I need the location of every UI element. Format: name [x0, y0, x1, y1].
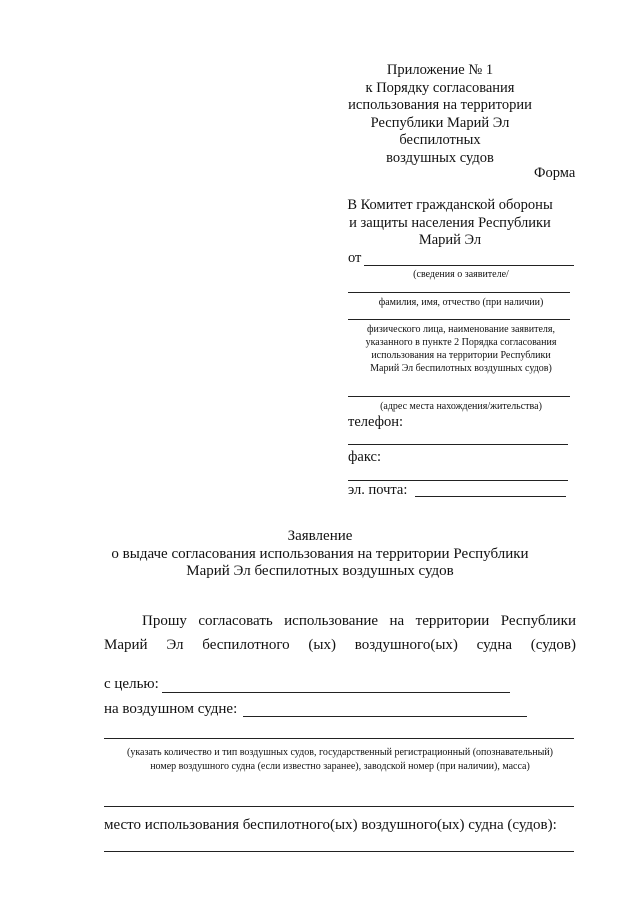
addressee-line-2: и защиты населения Республики — [349, 214, 551, 231]
aircraft-note-line-2: номер воздушного судна (если известно заранее), заводской номер (при наличии), масса) — [150, 761, 530, 772]
statement-subtitle-2: Марий Эл беспилотных воздушных судов — [186, 563, 454, 579]
applicant-entity-note — [348, 323, 574, 375]
request-text: Прошу согласовать использование на территории Республики Марий Эл беспилотного (ых) воздушного(ых) судна (судов) — [104, 613, 576, 653]
entity-note-line-2: указанного в пункте 2 Порядка согласования — [365, 337, 557, 348]
applicant-address-note: (адрес места нахождения/жительства) — [380, 401, 542, 412]
annex-line-3: использования на территории — [348, 97, 532, 113]
addressee-line-3: Марий Эл — [418, 232, 482, 248]
aircraft-field-continued[interactable] — [104, 738, 574, 739]
entity-note-line-1: физического лица, наименование заявителя, — [366, 324, 555, 335]
addressee — [330, 197, 570, 250]
entity-note-line-3: использования на территории Республики — [371, 350, 551, 361]
applicant-address-field[interactable] — [348, 396, 570, 397]
purpose-label: с целью: — [104, 676, 159, 692]
aircraft-note — [100, 746, 580, 774]
place-field[interactable] — [104, 851, 574, 852]
aircraft-field-extra[interactable] — [104, 806, 574, 807]
statement-subtitle-1: о выдаче согласования использования на территории Республики — [111, 545, 529, 562]
applicant-fio-note: фамилия, имя, отчество (при наличии) — [378, 297, 544, 308]
annex-line-2: к Порядку согласования — [365, 79, 515, 96]
aircraft-label: на воздушном судне: — [104, 701, 238, 717]
purpose-field[interactable] — [162, 692, 510, 693]
from-label: от — [348, 250, 362, 266]
applicant-fio-field[interactable] — [348, 292, 570, 293]
annex-line-1: Приложение № 1 — [386, 62, 494, 78]
annex-line-4: Республики Марий Эл беспилотных — [370, 114, 510, 148]
place-label: место использования беспилотного(ых) воздушного(ых) судна (судов): — [104, 817, 557, 833]
form-label: Форма — [534, 165, 576, 181]
statement-title: Заявление — [287, 528, 353, 544]
entity-note-line-4: Марий Эл беспилотных воздушных судов) — [370, 363, 552, 374]
email-label: эл. почта: — [348, 482, 408, 498]
aircraft-field[interactable] — [243, 716, 527, 717]
aircraft-note-line-1: (указать количество и тип воздушных судов, государственный регистрационный (опознавательный) — [127, 747, 553, 758]
annex-header — [330, 62, 550, 167]
applicant-info-field[interactable] — [364, 265, 574, 266]
fax-label: факс: — [348, 449, 381, 465]
applicant-entity-field[interactable] — [348, 319, 570, 320]
phone-field[interactable] — [348, 444, 568, 445]
addressee-line-1: В Комитет гражданской обороны — [347, 197, 553, 213]
phone-label: телефон: — [348, 414, 404, 430]
statement-title-block — [80, 528, 560, 581]
fax-field[interactable] — [348, 480, 568, 481]
email-field[interactable] — [415, 496, 566, 497]
annex-line-5: воздушных судов — [386, 149, 494, 166]
applicant-info-note: (сведения о заявителе/ — [413, 269, 509, 280]
